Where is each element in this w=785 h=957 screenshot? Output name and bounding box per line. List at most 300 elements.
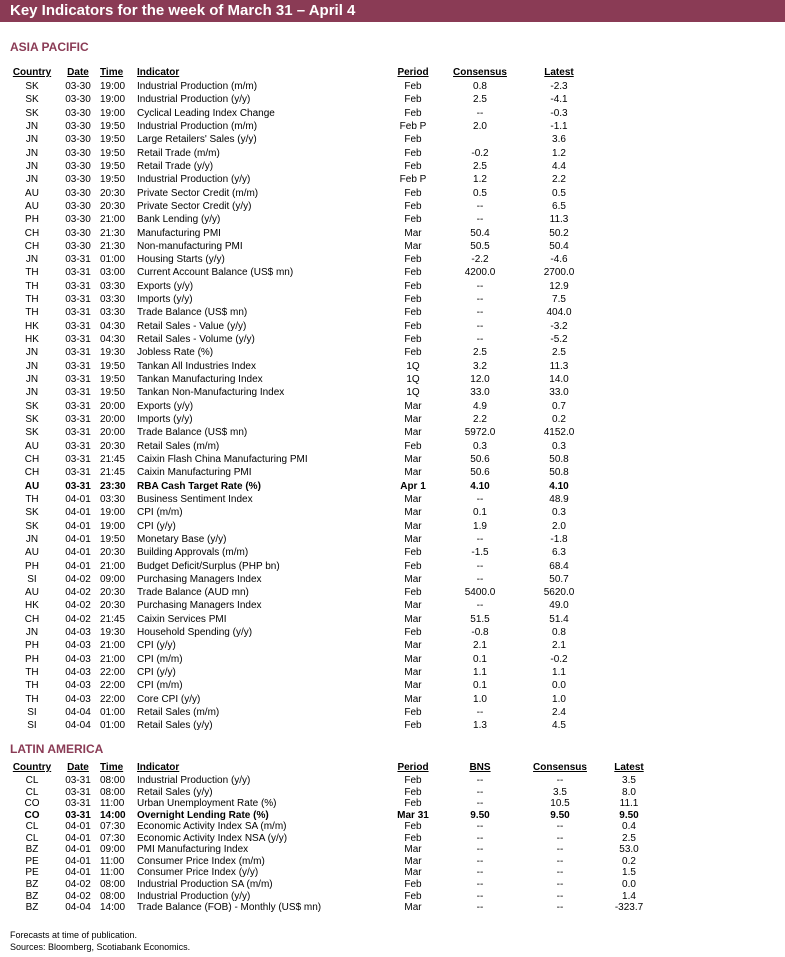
cell-time: 19:50 bbox=[100, 120, 126, 132]
cell-country: PH bbox=[25, 214, 39, 226]
cell-time: 09:00 bbox=[100, 573, 126, 585]
cell-time: 22:00 bbox=[100, 667, 126, 679]
cell-indicator: Industrial Production (y/y) bbox=[137, 775, 251, 786]
cell-latest: 0.4 bbox=[622, 821, 636, 833]
cell-time: 07:30 bbox=[100, 832, 126, 844]
cell-bns: -- bbox=[476, 855, 484, 867]
cell-consensus: 50.6 bbox=[470, 467, 490, 479]
cell-time: 22:00 bbox=[100, 680, 126, 692]
cell-consensus: -- bbox=[476, 307, 484, 319]
cell-country: JN bbox=[25, 387, 39, 399]
cell-consensus: -- bbox=[476, 707, 484, 719]
cell-latest: 6.5 bbox=[552, 200, 566, 212]
cell-consensus: -- bbox=[476, 600, 484, 612]
cell-country: SK bbox=[25, 414, 39, 425]
cell-latest: 48.9 bbox=[549, 493, 569, 505]
cell-bns: -- bbox=[476, 844, 484, 856]
cell-bns: -- bbox=[476, 867, 484, 879]
cell-consensus: 0.1 bbox=[473, 653, 487, 665]
table-row bbox=[0, 546, 785, 559]
cell-latest: 1.0 bbox=[552, 693, 566, 705]
cell-indicator: Industrial Production (m/m) bbox=[137, 120, 258, 132]
cell-period: Feb bbox=[404, 627, 422, 639]
table-row bbox=[0, 320, 785, 333]
cell-latest: 2.5 bbox=[622, 832, 636, 844]
cell-consensus: -- bbox=[476, 560, 484, 572]
cell-consensus: -- bbox=[476, 573, 484, 585]
cell-date: 03-31 bbox=[65, 360, 91, 372]
cell-period: Mar bbox=[404, 400, 422, 412]
cell-period: Feb bbox=[404, 134, 422, 146]
header-country bbox=[10, 66, 54, 79]
cell-latest: 33.0 bbox=[549, 387, 569, 399]
cell-time: 19:00 bbox=[100, 507, 126, 519]
cell-consensus: -- bbox=[556, 832, 564, 844]
cell-consensus: -- bbox=[476, 320, 484, 332]
cell-consensus: 0.5 bbox=[473, 187, 487, 199]
cell-latest: 3.6 bbox=[552, 134, 566, 146]
cell-consensus: 2.1 bbox=[473, 640, 487, 652]
cell-date: 03-31 bbox=[65, 809, 91, 821]
cell-country: CL bbox=[25, 821, 39, 833]
cell-date: 03-31 bbox=[65, 307, 91, 319]
cell-time: 20:00 bbox=[100, 414, 126, 425]
cell-date: 03-31 bbox=[65, 786, 91, 798]
cell-time: 04:30 bbox=[100, 334, 126, 346]
cell-date: 03-30 bbox=[65, 134, 91, 146]
cell-indicator: Building Approvals (m/m) bbox=[137, 547, 249, 559]
cell-country: JN bbox=[25, 374, 39, 386]
cell-latest: 11.3 bbox=[549, 360, 569, 372]
cell-latest: 1.1 bbox=[552, 667, 566, 679]
cell-latest: -3.2 bbox=[550, 320, 568, 332]
cell-period: Feb bbox=[404, 707, 422, 719]
cell-time: 14:00 bbox=[100, 902, 126, 914]
cell-period: Feb bbox=[404, 786, 422, 798]
cell-date: 04-03 bbox=[65, 693, 91, 705]
cell-date: 03-31 bbox=[65, 400, 91, 412]
cell-date: 03-30 bbox=[65, 81, 91, 92]
cell-date: 03-30 bbox=[65, 160, 91, 172]
cell-consensus: -- bbox=[476, 200, 484, 212]
table-row bbox=[0, 560, 785, 573]
cell-time: 11:00 bbox=[100, 855, 125, 867]
cell-date: 04-03 bbox=[65, 667, 91, 679]
cell-latest: 50.7 bbox=[549, 573, 569, 585]
header-label: Indicator bbox=[137, 67, 180, 78]
header-label: BNS bbox=[469, 762, 491, 773]
cell-latest: 68.4 bbox=[549, 560, 569, 572]
cell-date: 04-01 bbox=[65, 867, 91, 879]
title-banner bbox=[0, 0, 785, 22]
cell-period: Feb bbox=[404, 267, 422, 279]
cell-date: 04-02 bbox=[65, 573, 91, 585]
cell-date: 03-30 bbox=[65, 120, 91, 132]
cell-latest: 8.0 bbox=[622, 786, 636, 798]
cell-latest: 49.0 bbox=[549, 600, 569, 612]
cell-period: Feb bbox=[404, 347, 422, 359]
cell-date: 03-30 bbox=[65, 107, 91, 119]
cell-indicator: Retail Trade (m/m) bbox=[137, 147, 220, 159]
cell-latest: 14.0 bbox=[549, 374, 569, 386]
cell-time: 01:00 bbox=[100, 254, 126, 266]
cell-time: 20:30 bbox=[100, 547, 126, 559]
cell-consensus: 1.3 bbox=[473, 720, 487, 732]
cell-indicator: CPI (y/y) bbox=[137, 640, 176, 652]
cell-period: Feb bbox=[404, 147, 422, 159]
cell-period: Mar bbox=[404, 613, 422, 625]
cell-consensus: -- bbox=[556, 867, 564, 879]
header-time bbox=[100, 761, 134, 774]
cell-indicator: CPI (m/m) bbox=[137, 507, 183, 519]
cell-indicator: Current Account Balance (US$ mn) bbox=[137, 267, 294, 279]
cell-consensus: -- bbox=[556, 821, 564, 833]
cell-consensus: -1.5 bbox=[471, 547, 489, 559]
cell-latest: 6.3 bbox=[552, 547, 566, 559]
cell-period: Mar bbox=[404, 520, 422, 532]
table-row bbox=[0, 147, 785, 160]
cell-latest: 2.5 bbox=[552, 347, 566, 359]
cell-indicator: CPI (m/m) bbox=[137, 680, 183, 692]
cell-indicator: Consumer Price Index (m/m) bbox=[137, 855, 265, 867]
cell-latest: -0.3 bbox=[550, 107, 568, 119]
cell-country: TH bbox=[25, 280, 39, 292]
latam-section-title: LATIN AMERICA bbox=[10, 742, 104, 756]
cell-consensus: 4200.0 bbox=[464, 267, 496, 279]
cell-indicator: Large Retailers' Sales (y/y) bbox=[137, 134, 257, 146]
cell-date: 03-31 bbox=[65, 414, 91, 425]
page-title: Key Indicators for the week of March 31 – April 4 bbox=[10, 2, 356, 19]
cell-latest: 11.3 bbox=[549, 214, 569, 226]
cell-period: Feb bbox=[404, 334, 422, 346]
cell-date: 03-30 bbox=[65, 227, 91, 239]
cell-time: 08:00 bbox=[100, 786, 126, 798]
cell-latest: 2.4 bbox=[552, 707, 566, 719]
cell-period: Mar 31 bbox=[397, 809, 429, 821]
cell-country: AU bbox=[25, 187, 39, 199]
cell-latest: 4.5 bbox=[552, 720, 566, 732]
asia-header-row bbox=[0, 66, 785, 79]
cell-country: PH bbox=[25, 560, 39, 572]
cell-date: 04-03 bbox=[65, 627, 91, 639]
cell-period: Mar bbox=[404, 600, 422, 612]
cell-time: 19:00 bbox=[100, 94, 126, 106]
cell-latest: 1.4 bbox=[622, 890, 636, 902]
cell-country: CH bbox=[24, 453, 40, 465]
cell-period: Apr 1 bbox=[400, 480, 426, 492]
asia-section-title: ASIA PACIFIC bbox=[10, 40, 89, 54]
cell-indicator: CPI (y/y) bbox=[137, 520, 176, 532]
cell-period: Mar bbox=[404, 867, 422, 879]
cell-bns: -- bbox=[476, 775, 484, 786]
cell-date: 03-30 bbox=[65, 200, 91, 212]
cell-time: 20:00 bbox=[100, 427, 126, 439]
cell-indicator: Retail Sales (y/y) bbox=[137, 720, 213, 732]
cell-latest: 11.1 bbox=[619, 798, 639, 810]
cell-country: CO bbox=[24, 798, 40, 810]
cell-latest: 50.4 bbox=[549, 240, 569, 252]
cell-consensus: 51.5 bbox=[470, 613, 490, 625]
cell-indicator: Caixin Manufacturing PMI bbox=[137, 467, 252, 479]
cell-latest: -1.1 bbox=[550, 120, 568, 132]
cell-bns: -- bbox=[476, 832, 484, 844]
cell-indicator: RBA Cash Target Rate (%) bbox=[137, 480, 261, 492]
cell-indicator: Private Sector Credit (m/m) bbox=[137, 187, 259, 199]
cell-time: 20:00 bbox=[100, 400, 126, 412]
cell-period: Feb bbox=[404, 254, 422, 266]
cell-indicator: Jobless Rate (%) bbox=[137, 347, 214, 359]
cell-period: Feb P bbox=[399, 174, 427, 186]
cell-indicator: Housing Starts (y/y) bbox=[137, 254, 225, 266]
cell-consensus: 3.2 bbox=[473, 360, 487, 372]
cell-country: CL bbox=[25, 775, 39, 786]
table-row bbox=[0, 227, 785, 240]
cell-period: Feb bbox=[404, 320, 422, 332]
cell-country: BZ bbox=[25, 902, 39, 914]
header-bns bbox=[455, 761, 505, 774]
cell-country: AU bbox=[25, 547, 39, 559]
cell-time: 21:00 bbox=[100, 653, 126, 665]
cell-indicator: Business Sentiment Index bbox=[137, 493, 253, 505]
table-row bbox=[0, 901, 785, 914]
cell-latest: 4152.0 bbox=[543, 427, 575, 439]
cell-period: Feb bbox=[404, 720, 422, 732]
table-row bbox=[0, 240, 785, 253]
cell-country: TH bbox=[25, 680, 39, 692]
cell-indicator: Retail Sales (m/m) bbox=[137, 440, 220, 452]
cell-indicator: CPI (m/m) bbox=[137, 653, 183, 665]
cell-date: 04-01 bbox=[65, 547, 91, 559]
cell-date: 03-31 bbox=[65, 280, 91, 292]
cell-country: JN bbox=[25, 347, 39, 359]
cell-time: 11:00 bbox=[100, 867, 125, 879]
cell-indicator: Imports (y/y) bbox=[137, 414, 193, 425]
cell-latest: 12.9 bbox=[549, 280, 569, 292]
cell-date: 03-31 bbox=[65, 320, 91, 332]
table-row bbox=[0, 280, 785, 293]
cell-date: 03-31 bbox=[65, 453, 91, 465]
cell-time: 03:30 bbox=[100, 493, 126, 505]
cell-indicator: Retail Sales (m/m) bbox=[137, 707, 220, 719]
cell-latest: 50.2 bbox=[549, 227, 569, 239]
cell-country: JN bbox=[25, 533, 39, 545]
table-row bbox=[0, 93, 785, 106]
table-row bbox=[0, 666, 785, 679]
cell-period: Mar bbox=[404, 414, 422, 425]
cell-country: JN bbox=[25, 174, 39, 186]
header-date bbox=[60, 761, 96, 774]
cell-consensus: -- bbox=[556, 855, 564, 867]
cell-country: CL bbox=[25, 832, 39, 844]
cell-latest: 4.4 bbox=[552, 160, 566, 172]
cell-latest: 50.8 bbox=[549, 467, 569, 479]
cell-period: Feb bbox=[404, 107, 422, 119]
cell-time: 21:00 bbox=[100, 214, 126, 226]
cell-time: 21:00 bbox=[100, 560, 126, 572]
cell-date: 03-31 bbox=[65, 440, 91, 452]
cell-consensus: 4.9 bbox=[473, 400, 487, 412]
cell-date: 03-31 bbox=[65, 775, 91, 786]
table-row bbox=[0, 533, 785, 546]
cell-consensus: -2.2 bbox=[471, 254, 489, 266]
cell-time: 20:30 bbox=[100, 587, 126, 599]
cell-time: 19:50 bbox=[100, 174, 126, 186]
cell-country: JN bbox=[25, 254, 39, 266]
cell-country: HK bbox=[25, 600, 39, 612]
cell-period: 1Q bbox=[406, 360, 420, 372]
cell-period: Mar bbox=[404, 227, 422, 239]
cell-country: JN bbox=[25, 160, 39, 172]
cell-country: TH bbox=[25, 267, 39, 279]
cell-date: 03-30 bbox=[65, 174, 91, 186]
cell-consensus: -- bbox=[556, 844, 564, 856]
cell-period: Feb bbox=[404, 94, 422, 106]
table-row bbox=[0, 573, 785, 586]
cell-date: 04-01 bbox=[65, 821, 91, 833]
cell-period: Feb bbox=[404, 187, 422, 199]
cell-consensus: 0.3 bbox=[473, 440, 487, 452]
cell-time: 20:30 bbox=[100, 440, 126, 452]
footnote bbox=[10, 929, 190, 953]
cell-time: 20:30 bbox=[100, 187, 126, 199]
table-row bbox=[0, 506, 785, 519]
cell-date: 04-01 bbox=[65, 533, 91, 545]
cell-time: 03:00 bbox=[100, 267, 126, 279]
cell-indicator: Trade Balance (FOB) - Monthly (US$ mn) bbox=[137, 902, 322, 914]
cell-latest: 0.0 bbox=[622, 878, 636, 890]
cell-consensus: 5400.0 bbox=[464, 587, 496, 599]
table-row bbox=[0, 599, 785, 612]
header-label: Latest bbox=[614, 762, 644, 773]
cell-country: AU bbox=[25, 587, 39, 599]
cell-date: 03-30 bbox=[65, 94, 91, 106]
cell-consensus: -- bbox=[556, 878, 564, 890]
cell-indicator: Economic Activity Index SA (m/m) bbox=[137, 821, 287, 833]
header-label: Time bbox=[100, 67, 124, 78]
header-label: Latest bbox=[544, 67, 574, 78]
cell-consensus: 12.0 bbox=[470, 374, 490, 386]
header-label: Time bbox=[100, 762, 124, 773]
header-consensus bbox=[525, 761, 595, 774]
table-row bbox=[0, 480, 785, 493]
cell-consensus: 2.5 bbox=[473, 160, 487, 172]
table-row bbox=[0, 160, 785, 173]
cell-country: CO bbox=[24, 809, 40, 821]
cell-indicator: Bank Lending (y/y) bbox=[137, 214, 221, 226]
table-row bbox=[0, 306, 785, 319]
cell-date: 03-31 bbox=[65, 467, 91, 479]
table-row bbox=[0, 440, 785, 453]
cell-indicator: Industrial Production (y/y) bbox=[137, 94, 251, 106]
cell-indicator: Exports (y/y) bbox=[137, 280, 194, 292]
cell-time: 19:50 bbox=[100, 374, 126, 386]
cell-time: 19:50 bbox=[100, 387, 126, 399]
cell-indicator: Industrial Production (y/y) bbox=[137, 890, 251, 902]
cell-latest: 404.0 bbox=[546, 307, 572, 319]
cell-indicator: Core CPI (y/y) bbox=[137, 693, 201, 705]
cell-consensus: 5972.0 bbox=[464, 427, 496, 439]
table-row bbox=[0, 679, 785, 692]
cell-country: JN bbox=[25, 147, 39, 159]
cell-latest: 7.5 bbox=[552, 294, 566, 306]
cell-time: 01:00 bbox=[100, 720, 126, 732]
cell-period: Mar bbox=[404, 533, 422, 545]
cell-country: PH bbox=[25, 653, 39, 665]
cell-period: Feb bbox=[404, 798, 422, 810]
cell-period: Mar bbox=[404, 902, 422, 914]
cell-time: 20:30 bbox=[100, 200, 126, 212]
cell-indicator: Monetary Base (y/y) bbox=[137, 533, 227, 545]
cell-country: BZ bbox=[25, 844, 39, 856]
cell-period: Mar bbox=[404, 240, 422, 252]
cell-time: 19:50 bbox=[100, 360, 126, 372]
cell-consensus: 2.5 bbox=[473, 347, 487, 359]
cell-time: 19:30 bbox=[100, 627, 126, 639]
cell-time: 21:30 bbox=[100, 227, 126, 239]
cell-time: 23:30 bbox=[100, 480, 126, 492]
cell-indicator: CPI (y/y) bbox=[137, 667, 176, 679]
cell-latest: -4.1 bbox=[550, 94, 568, 106]
cell-time: 03:30 bbox=[100, 307, 126, 319]
cell-indicator: Industrial Production SA (m/m) bbox=[137, 878, 273, 890]
cell-period: Feb bbox=[404, 307, 422, 319]
cell-consensus: 50.4 bbox=[470, 227, 490, 239]
cell-date: 03-31 bbox=[65, 347, 91, 359]
cell-time: 19:50 bbox=[100, 147, 126, 159]
cell-period: 1Q bbox=[406, 387, 420, 399]
table-row bbox=[0, 133, 785, 146]
table-row bbox=[0, 360, 785, 373]
cell-indicator: Trade Balance (US$ mn) bbox=[137, 427, 248, 439]
cell-time: 08:00 bbox=[100, 775, 126, 786]
cell-date: 03-30 bbox=[65, 240, 91, 252]
cell-consensus: 2.2 bbox=[473, 414, 487, 425]
cell-bns: -- bbox=[476, 821, 484, 833]
cell-consensus: 1.0 bbox=[473, 693, 487, 705]
cell-consensus: 0.1 bbox=[473, 507, 487, 519]
cell-time: 07:30 bbox=[100, 821, 126, 833]
cell-period: Mar bbox=[404, 573, 422, 585]
cell-latest: -323.7 bbox=[614, 902, 644, 914]
cell-period: Feb bbox=[404, 440, 422, 452]
table-row bbox=[0, 187, 785, 200]
cell-time: 22:00 bbox=[100, 693, 126, 705]
cell-period: Feb bbox=[404, 775, 422, 786]
cell-time: 01:00 bbox=[100, 707, 126, 719]
cell-latest: 4.10 bbox=[549, 480, 569, 492]
cell-period: Feb bbox=[404, 890, 422, 902]
cell-period: Feb P bbox=[399, 120, 427, 132]
sources-note: Sources: Bloomberg, Scotiabank Economics. bbox=[10, 942, 191, 952]
cell-country: BZ bbox=[25, 890, 39, 902]
table-row bbox=[0, 373, 785, 386]
cell-period: Feb bbox=[404, 547, 422, 559]
cell-country: SK bbox=[25, 94, 39, 106]
cell-time: 21:30 bbox=[100, 240, 126, 252]
cell-period: Feb bbox=[404, 878, 422, 890]
table-row bbox=[0, 200, 785, 213]
cell-indicator: Non-manufacturing PMI bbox=[137, 240, 243, 252]
header-label: Consensus bbox=[533, 762, 587, 773]
cell-latest: 50.8 bbox=[549, 453, 569, 465]
cell-latest: 2.1 bbox=[552, 640, 566, 652]
cell-indicator: Purchasing Managers Index bbox=[137, 600, 262, 612]
cell-time: 03:30 bbox=[100, 280, 126, 292]
cell-consensus: -0.2 bbox=[471, 147, 489, 159]
cell-indicator: Industrial Production (y/y) bbox=[137, 174, 251, 186]
cell-date: 04-02 bbox=[65, 613, 91, 625]
cell-date: 03-31 bbox=[65, 254, 91, 266]
